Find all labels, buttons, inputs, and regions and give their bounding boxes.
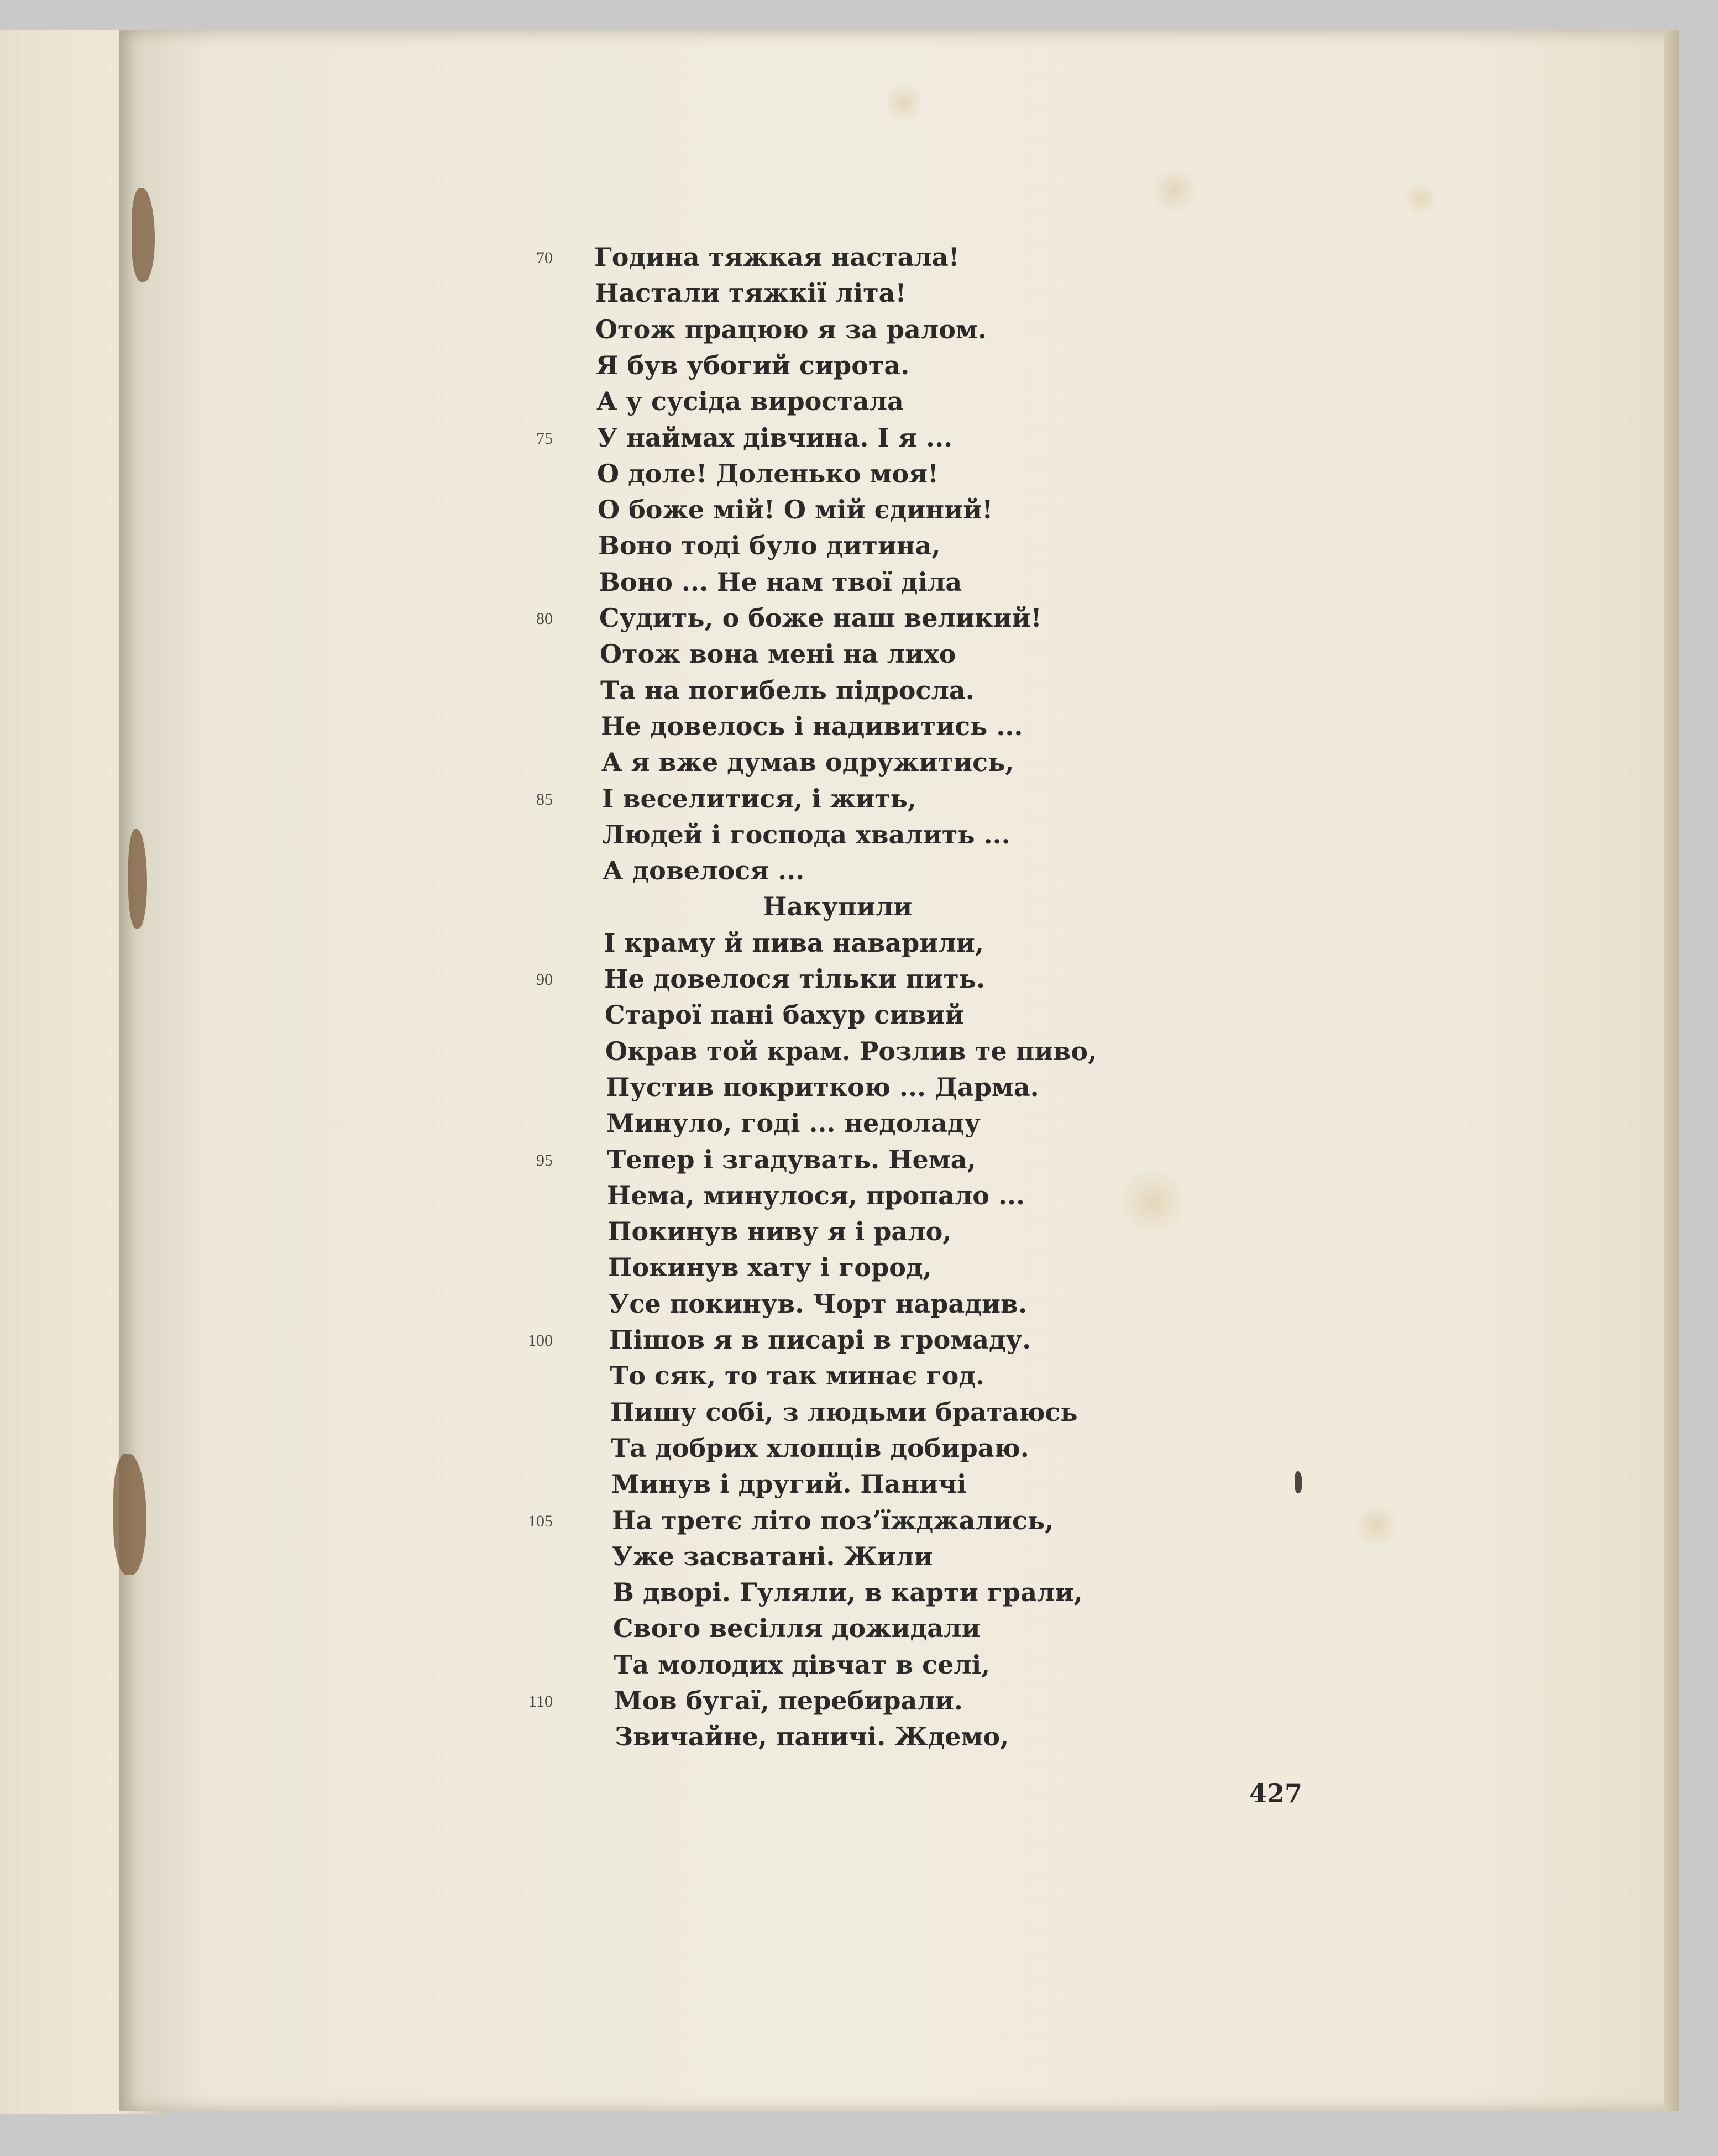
poem-line: Настали тяжкії літа! (595, 278, 907, 308)
line-number: 110 (528, 1692, 553, 1711)
poem-line: О боже мій! О мій єдиний! (598, 495, 993, 525)
poem-line: Отож працюю я за ралом. (595, 314, 987, 344)
poem-line: Уже засватані. Жили (612, 1541, 933, 1571)
poem-line: Та на погибель підросла. (600, 675, 975, 705)
poem-line: Минуло, годі ... недоладу (606, 1108, 981, 1139)
poem-line: То сяк, то так минає год. (610, 1361, 985, 1391)
poem-line: О доле! Доленько моя! (597, 458, 939, 489)
poem-line: І краму й пива наварили, (604, 927, 984, 958)
poem-line: Судить, о боже наш великий! (599, 603, 1042, 633)
poem-line: І веселитися, і жить, (602, 783, 917, 814)
poem-line: Усе покинув. Чорт нарадив. (609, 1288, 1027, 1319)
poem-line: Пустив покриткою ... Дарма. (606, 1072, 1039, 1102)
line-number: 105 (528, 1512, 553, 1530)
poem-line: Воно ... Не нам твої діла (599, 566, 962, 597)
poem-line: Пішов я в писарі в громаду. (609, 1325, 1031, 1355)
poem-line: Старої пані бахур сивий (605, 1000, 964, 1030)
poem-line-centered: Накупили (763, 891, 913, 922)
line-number: 85 (536, 790, 553, 809)
poem-line: Окрав той крам. Розлив те пиво, (605, 1036, 1097, 1066)
poem-line: А довелося ... (603, 856, 805, 886)
page-number: 427 (1249, 1779, 1303, 1808)
poem-line: А я вже думав одружитись, (601, 747, 1014, 778)
poem-line: Людей і господа хвалить ... (602, 819, 1010, 849)
poem-line: Пишу собі, з людьми братаюсь (610, 1397, 1078, 1427)
poem-line: Я був убогий сирота. (596, 350, 910, 380)
poem-line: Не довелося тільки пить. (604, 964, 985, 994)
line-number: 90 (536, 971, 553, 989)
poem-line: Та молодих дівчат в селі, (614, 1649, 991, 1680)
poem-line: А у сусіда виростала (596, 386, 904, 417)
line-number: 95 (536, 1151, 553, 1169)
poem-line: Отож вона мені на лихо (600, 639, 956, 669)
poem-line: Нема, минулося, пропало ... (607, 1180, 1025, 1210)
line-number: 75 (536, 429, 553, 448)
poem-line: Свого весілля дожидали (613, 1613, 981, 1644)
line-number: 100 (528, 1331, 553, 1350)
poem-line: Покинув ниву я і рало, (607, 1216, 952, 1247)
poem-line: Воно тоді було дитина, (598, 531, 941, 561)
poem-line: Мов бугаї, перебирали. (614, 1686, 963, 1716)
poem-line: Година тяжкая настала! (594, 242, 960, 272)
line-number: 70 (536, 249, 553, 267)
poem-line: Покинув хату і город, (608, 1252, 932, 1283)
line-number: 80 (536, 610, 553, 628)
poem-line: В дворі. Гуляли, в карти грали, (612, 1577, 1083, 1608)
poem-line: Минув і другий. Паничі (611, 1469, 967, 1499)
poem-line: Не довелось і надивитись ... (601, 711, 1023, 741)
poem-line: На третє літо позʼїжджались, (612, 1505, 1054, 1535)
poem-line: Тепер і згадувать. Нема, (607, 1144, 976, 1174)
poem-line: Звичайне, паничі. Ждемо, (615, 1722, 1009, 1752)
poem-line: Та добрих хлопців добираю. (611, 1433, 1029, 1463)
poem-line: У наймах дівчина. І я ... (597, 422, 953, 453)
